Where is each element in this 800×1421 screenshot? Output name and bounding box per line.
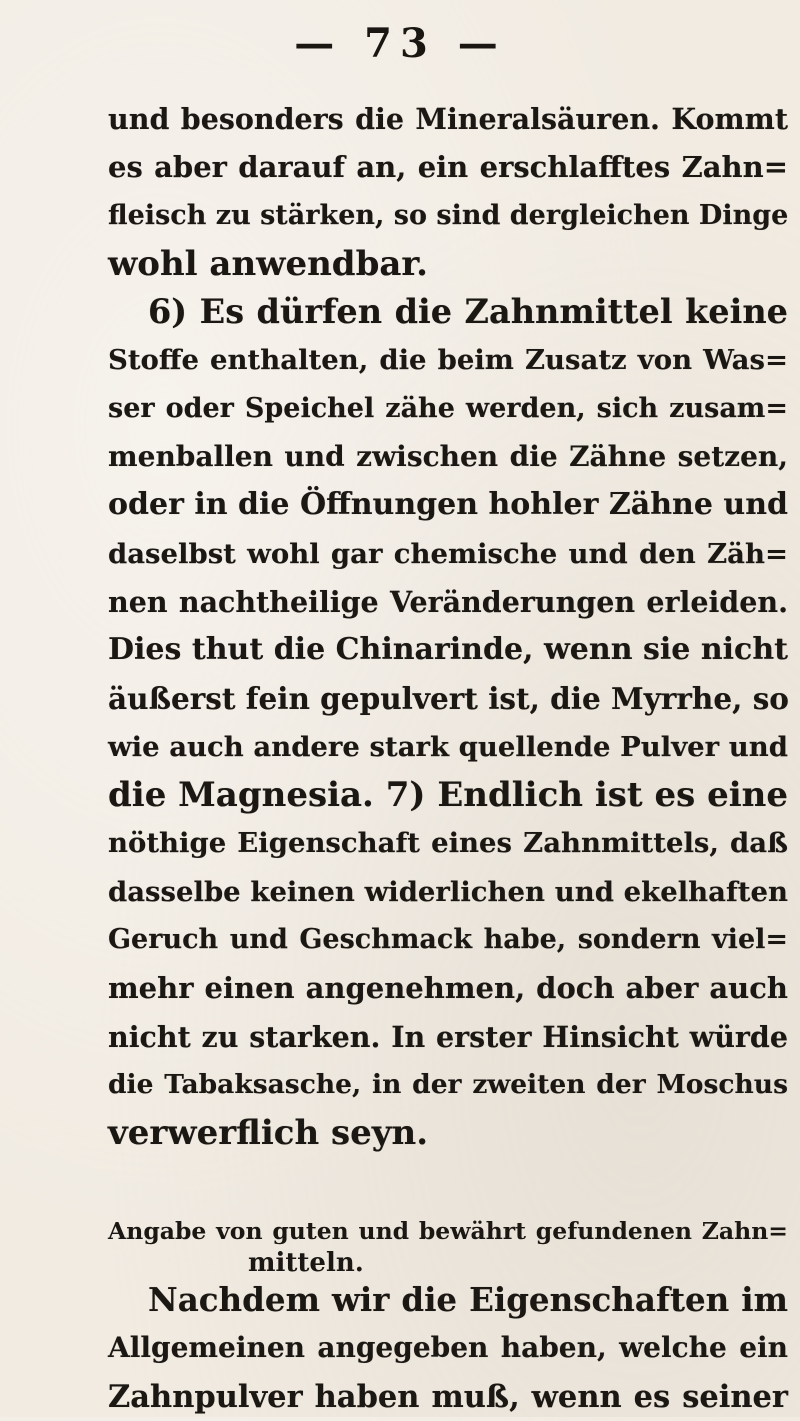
text-line: dasselbe keinen widerlichen und ekelhaften xyxy=(108,875,788,908)
text-line: oder in die Öffnungen hohler Zähne und xyxy=(108,487,788,523)
text-line: Allgemeinen angegeben haben, welche ein xyxy=(108,1331,788,1365)
text-line: äußerst fein gepulvert ist, die Myrrhe, so xyxy=(108,680,789,716)
text-line: ser oder Speichel zähe werden, sich zusam= xyxy=(108,392,788,424)
text-line: verwerflich seyn. xyxy=(108,1113,429,1154)
text-line: die Magnesia. 7) Endlich ist es eine xyxy=(108,775,788,816)
section-heading-line: mitteln. xyxy=(248,1248,364,1278)
text-line: mehr einen angenehmen, doch aber auch xyxy=(108,971,788,1006)
text-line: es aber darauf an, ein erschlafftes Zahn= xyxy=(108,150,788,185)
page-number: — 73 — xyxy=(294,20,506,67)
text-line: nen nachtheilige Veränderungen erleiden. xyxy=(108,584,788,619)
text-line: Zahnpulver haben muß, wenn es seiner xyxy=(108,1378,788,1415)
text-line: nöthige Eigenschaft eines Zahnmittels, daß xyxy=(108,827,788,860)
text-line: Stoffe enthalten, die beim Zusatz von Was= xyxy=(108,344,788,377)
text-line: fleisch zu stärken, so sind dergleichen Dinge xyxy=(108,199,789,231)
text-line: Dies thut die Chinarinde, wenn sie nicht xyxy=(108,632,788,668)
text-line: daselbst wohl gar chemische und den Zäh= xyxy=(108,537,788,570)
text-line: Nachdem wir die Eigenschaften im xyxy=(148,1280,788,1319)
text-line: und besonders die Mineralsäuren. Kommt xyxy=(108,102,788,136)
text-line: 6) Es dürfen die Zahnmittel keine xyxy=(148,292,788,332)
text-line: nicht zu starken. In erster Hinsicht würde xyxy=(108,1019,788,1054)
text-line: wohl anwendbar. xyxy=(108,243,428,284)
text-line: menballen und zwischen die Zähne setzen, xyxy=(108,440,788,474)
text-line: die Tabaksasche, in der zweiten der Moschus xyxy=(108,1068,788,1100)
main-paragraphs xyxy=(108,95,788,1158)
text-line: wie auch andere stark quellende Pulver und xyxy=(108,730,788,763)
section-heading-line: Angabe von guten und bewährt gefundenen Zahn= xyxy=(108,1217,788,1245)
section-heading xyxy=(108,1215,788,1279)
text-line: Geruch und Geschmack habe, sondern viel= xyxy=(108,924,788,956)
closing-paragraph xyxy=(108,1276,788,1421)
